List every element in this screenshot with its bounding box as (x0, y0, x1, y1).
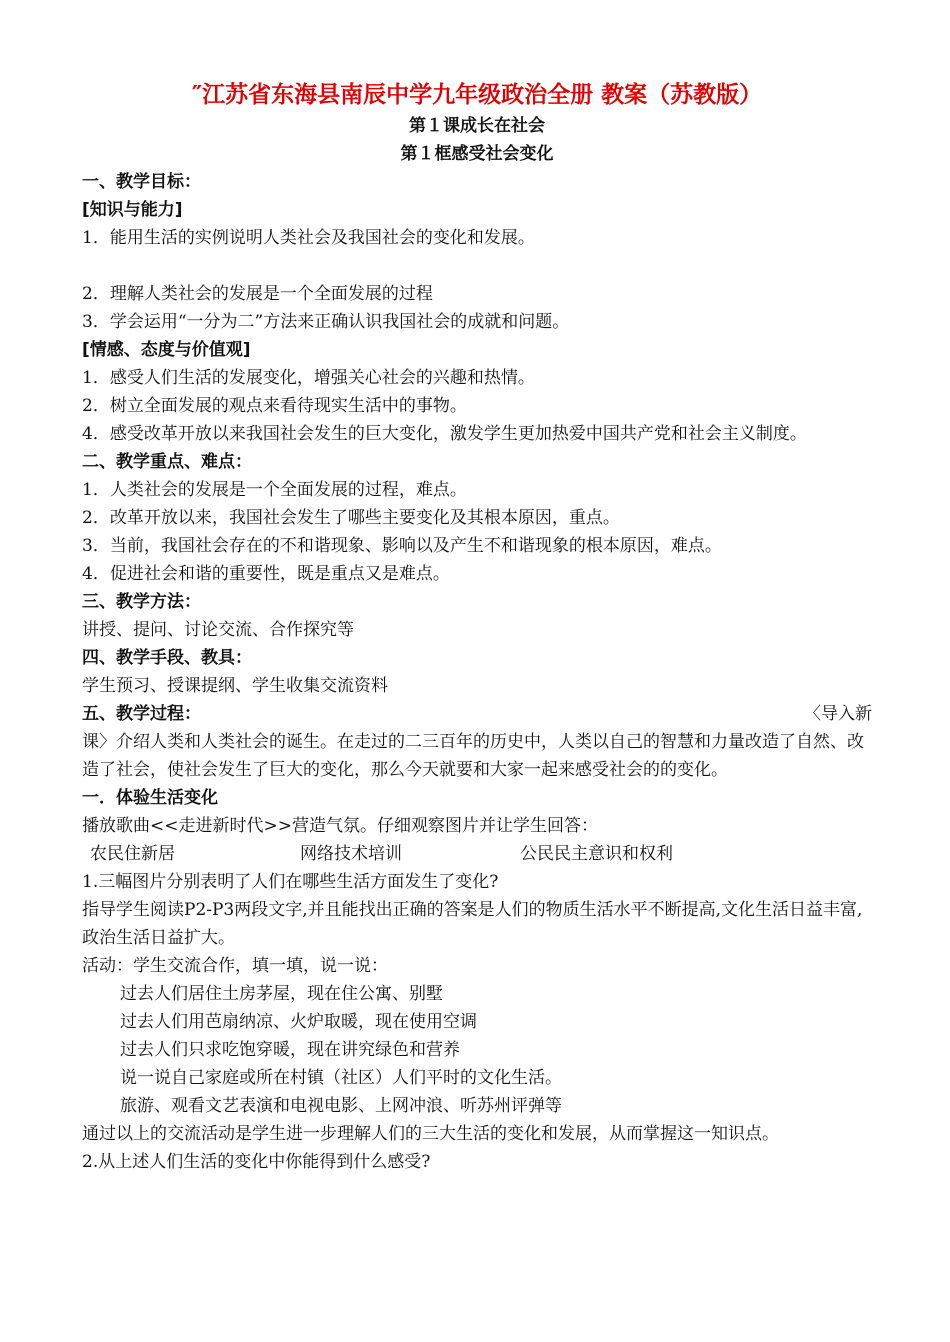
summary-text: 通过以上的交流活动是学生进一步理解人们的三大生活的变化和发展，从而掌握这一知识点。 (82, 1124, 779, 1144)
activity-item: 过去人们只求吃饱穿暖，现在讲究绿色和营养 (120, 1040, 460, 1060)
keypoint-item: 3．当前，我国社会存在的不和谐现象、影响以及产生不和谐现象的根本原因，难点。 (82, 536, 722, 556)
document-page (82, 78, 872, 1176)
intro-text: 课〉介绍人类和人类社会的诞生。在走过的二三百年的历史中，人类以自己的智慧和力量改造了自然、改造了社会，使社会发生了巨大的变化，那么今天就要和大家一起来感受社会的的变化。 (82, 732, 864, 780)
blank-line (82, 252, 872, 280)
activity-item: 过去人们居住土房茅屋，现在住公寓、别墅 (120, 984, 443, 1004)
emotion-item: 4．感受改革开放以来我国社会发生的巨大变化，激发学生更加热爱中国共产党和社会主义制度。 (82, 424, 807, 444)
activity-item: 过去人们用芭扇纳凉、火炉取暖，现在使用空调 (120, 1012, 477, 1032)
knowledge-heading: [知识与能力] (82, 200, 183, 220)
tools-text: 学生预习、授课提纲、学生收集交流资料 (82, 676, 388, 696)
part1-heading: 一．体验生活变化 (82, 788, 218, 808)
process-heading-row (82, 700, 872, 728)
keypoint-item: 2．改革开放以来，我国社会发生了哪些主要变化及其根本原因，重点。 (82, 508, 620, 528)
keypoint-item: 1．人类社会的发展是一个全面发展的过程，难点。 (82, 480, 467, 500)
music-text: 播放歌曲<<走进新时代>>营造气氛。仔细观察图片并让学生回答： (82, 816, 598, 836)
section-objectives-heading: 一、教学目标： (82, 172, 201, 192)
activity-item: 说一说自己家庭或所在村镇（社区）人们平时的文化生活。 (120, 1068, 562, 1088)
emotion-heading: [情感、态度与价值观] (82, 340, 251, 360)
activity-item: 旅游、观看文艺表演和电视电影、上网冲浪、听苏州评弹等 (120, 1096, 562, 1116)
intro-tag: 〈导入新 (804, 704, 872, 724)
knowledge-item: 2．理解人类社会的发展是一个全面发展的过程 (82, 284, 433, 304)
guide-text: 指导学生阅读P2-P3两段文字,并且能找出正确的答案是人们的物质生活水平不断提高,文化生活日益丰富,政治生活日益扩大。 (82, 900, 863, 948)
emotion-item: 1．感受人们生活的发展变化，增强关心社会的兴趣和热情。 (82, 368, 535, 388)
document-title: ″江苏省东海县南辰中学九年级政治全册 教案（苏教版） (191, 82, 763, 108)
question-1: 1.三幅图片分别表明了人们在哪些生活方面发生了变化? (82, 872, 499, 892)
knowledge-item: 1．能用生活的实例说明人类社会及我国社会的变化和发展。 (82, 228, 535, 248)
keypoint-item: 4．促进社会和谐的重要性，既是重点又是难点。 (82, 564, 450, 584)
section-process-heading: 五、教学过程： (82, 704, 201, 724)
methods-text: 讲授、提问、讨论交流、合作探究等 (82, 620, 354, 640)
knowledge-item: 3．学会运用“一分为二”方法来正确认识我国社会的成就和问题。 (82, 312, 570, 332)
picture-caption: 公民民主意识和权利 (520, 844, 673, 864)
section-tools-heading: 四、教学手段、教具： (82, 648, 252, 668)
frame-title: 第１框感受社会变化 (400, 144, 554, 164)
picture-caption: 农民住新居 (90, 844, 175, 864)
question-2: 2.从上述人们生活的变化中你能得到什么感受? (82, 1152, 431, 1172)
lesson-title: 第１课成长在社会 (409, 116, 545, 136)
activity-text: 活动：学生交流合作，填一填，说一说： (82, 956, 388, 976)
picture-caption: 网络技术培训 (300, 844, 402, 864)
section-methods-heading: 三、教学方法： (82, 592, 201, 612)
emotion-item: 2．树立全面发展的观点来看待现实生活中的事物。 (82, 396, 467, 416)
section-keypoints-heading: 二、教学重点、难点： (82, 452, 252, 472)
picture-captions (82, 840, 872, 868)
